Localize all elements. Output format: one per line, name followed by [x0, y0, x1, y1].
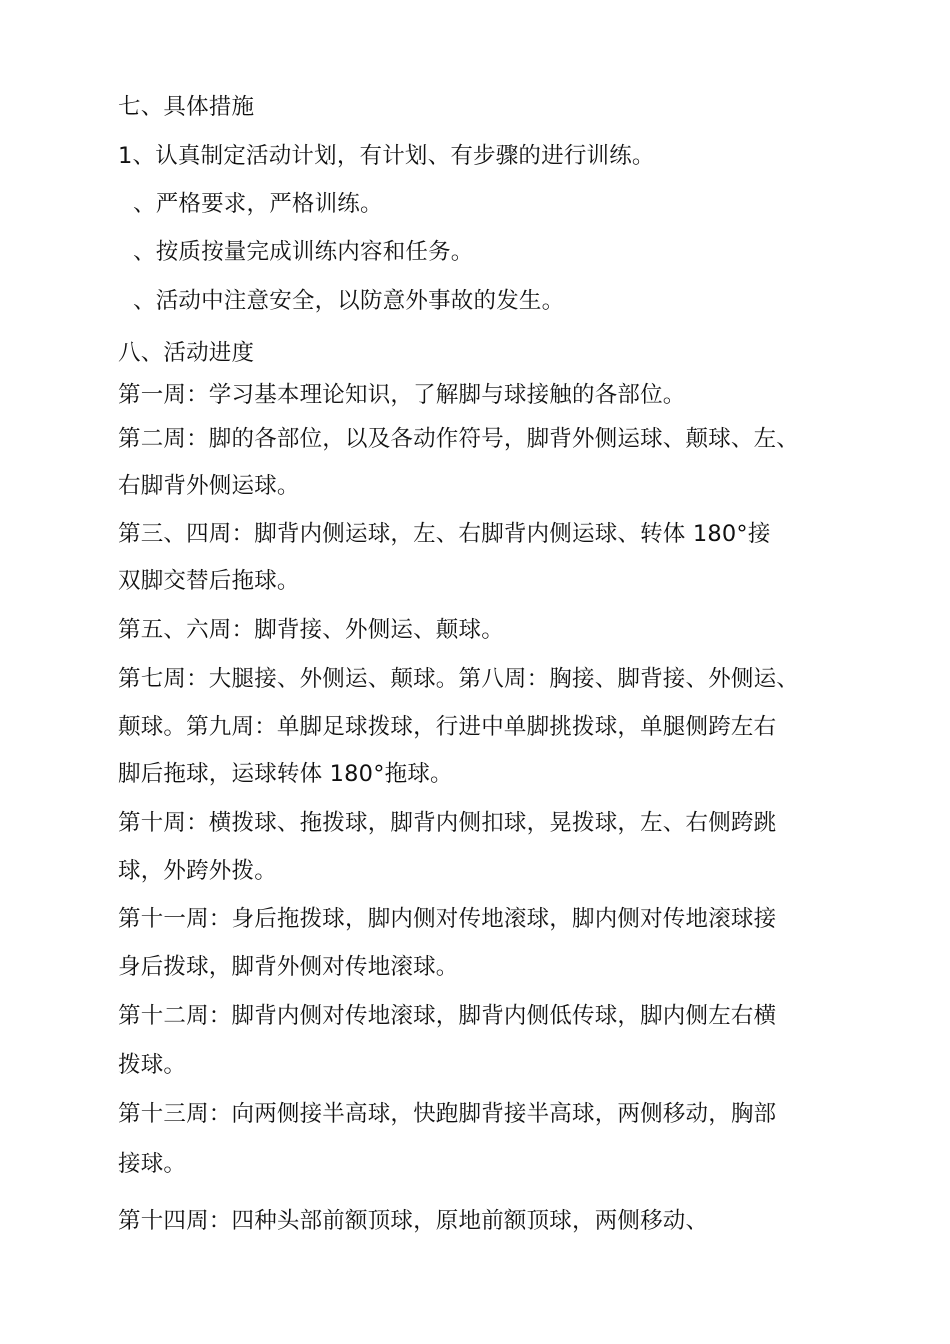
schedule-line: 第一周：学习基本理论知识，了解脚与球接触的各部位。 [118, 382, 686, 408]
section-heading-schedule: 八、活动进度 [118, 340, 255, 366]
schedule-line: 第三、四周：脚背内侧运球，左、右脚背内侧运球、转体 180°接 [118, 521, 771, 547]
schedule-line: 第二周：脚的各部位，以及各动作符号，脚背外侧运球、颠球、左、 [118, 426, 800, 452]
measure-item-4: 、活动中注意安全，以防意外事故的发生。 [133, 288, 565, 314]
measure-item-3: 、按质按量完成训练内容和任务。 [133, 239, 474, 265]
schedule-line: 球，外跨外拨。 [118, 858, 277, 884]
schedule-line: 第十三周：向两侧接半高球，快跑脚背接半高球，两侧移动，胸部 [118, 1101, 777, 1127]
schedule-line: 第十周：横拨球、拖拨球，脚背内侧扣球，晃拨球，左、右侧跨跳 [118, 810, 777, 836]
schedule-line: 第十二周：脚背内侧对传地滚球，脚背内侧低传球，脚内侧左右横 [118, 1003, 777, 1029]
schedule-line: 接球。 [118, 1151, 187, 1177]
schedule-line: 双脚交替后拖球。 [118, 568, 300, 594]
schedule-line: 第七周：大腿接、外侧运、颠球。第八周：胸接、脚背接、外侧运、 [118, 666, 800, 692]
schedule-line: 第五、六周：脚背接、外侧运、颠球。 [118, 617, 504, 643]
schedule-line: 身后拨球，脚背外侧对传地滚球。 [118, 954, 459, 980]
schedule-line: 拨球。 [118, 1052, 187, 1078]
measure-item-1: 1、认真制定活动计划，有计划、有步骤的进行训练。 [118, 143, 655, 169]
schedule-line: 脚后拖球，运球转体 180°拖球。 [118, 761, 453, 787]
schedule-line: 第十四周：四种头部前额顶球，原地前额顶球，两侧移动、 [118, 1208, 709, 1234]
section-heading-measures: 七、具体措施 [118, 94, 255, 120]
measure-item-2: 、严格要求，严格训练。 [133, 191, 383, 217]
schedule-line: 右脚背外侧运球。 [118, 473, 300, 499]
schedule-line: 颠球。第九周：单脚足球拨球，行进中单脚挑拨球，单腿侧跨左右 [118, 714, 777, 740]
schedule-line: 第十一周：身后拖拨球，脚内侧对传地滚球，脚内侧对传地滚球接 [118, 906, 777, 932]
